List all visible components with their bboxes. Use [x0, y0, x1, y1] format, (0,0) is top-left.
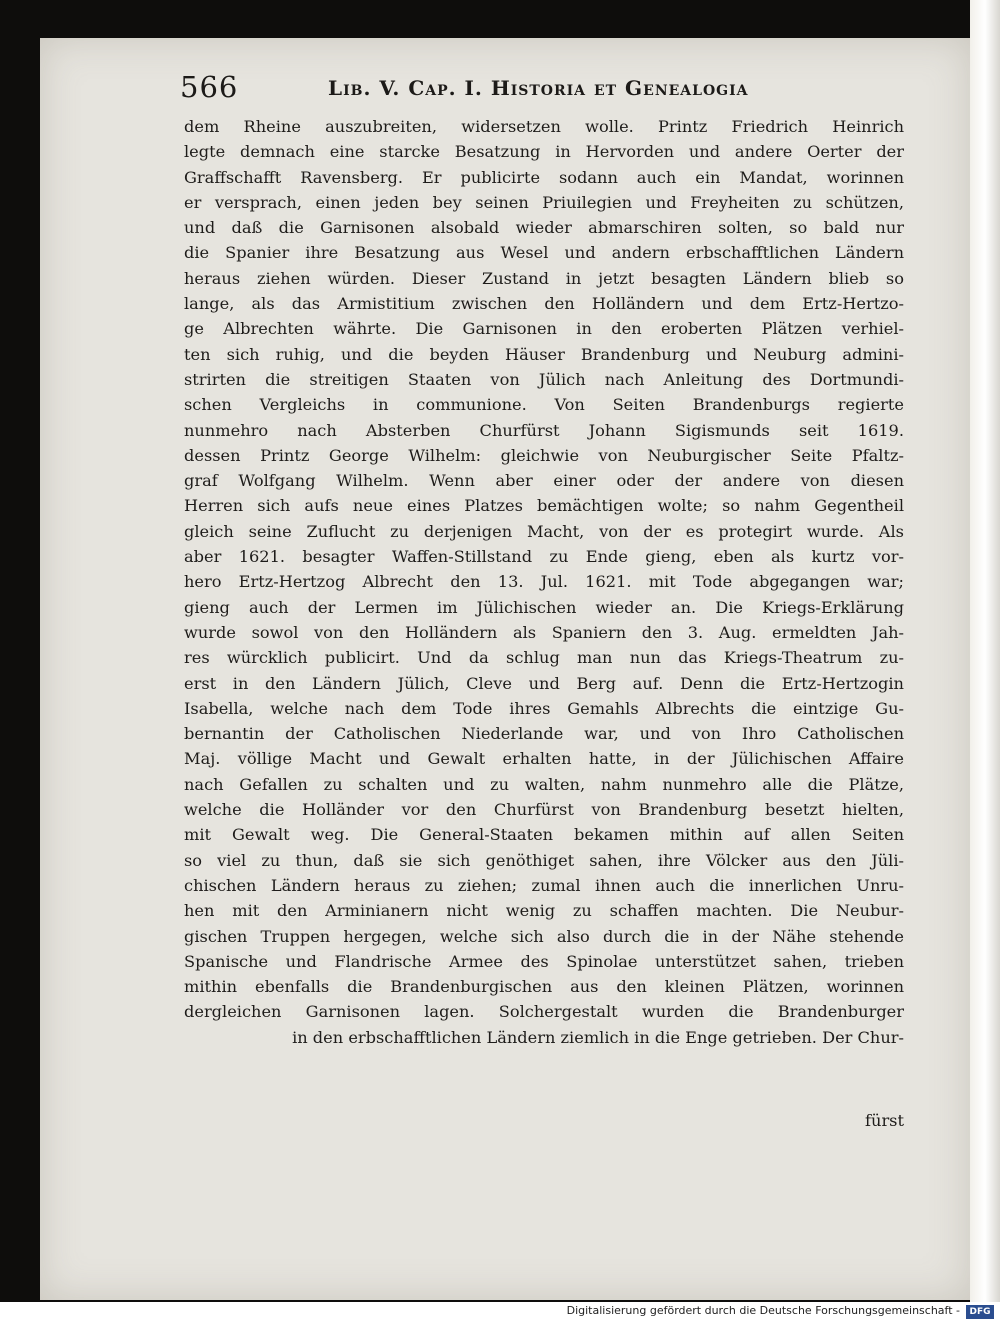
text-line: dem Rheine auszubreiten, widersetzen wolle. Printz Friedrich Heinrich — [184, 117, 904, 136]
text-line: nunmehro nach Absterben Churfürst Johann Sigismunds seit 1619. — [184, 420, 904, 440]
text-line: schen Vergleichs in communione. Von Seiten Brandenburgs regierte — [184, 395, 904, 415]
text-line: Herren sich aufs neue eines Platzes bemächtigen wolte; so nahm Gegentheil — [184, 496, 904, 516]
text-line: und daß die Garnisonen alsobald wieder abmarschiren solten, so bald nur — [184, 218, 904, 238]
text-line: graf Wolfgang Wilhelm. Wenn aber einer oder der andere von diesen — [184, 471, 904, 491]
text-line: hen mit den Arminianern nicht wenig zu schaffen machten. Die Neubur- — [184, 901, 904, 921]
running-head: Lib. V. Cap. I. Historia et Genealogia — [328, 76, 749, 100]
text-line: bernantin der Catholischen Niederlande war, und von Ihro Catholischen — [184, 724, 904, 744]
footer-bar — [0, 1302, 1000, 1323]
text-line: gleich seine Zuflucht zu derjenigen Macht, von der es protegirt wurde. Als — [184, 521, 904, 541]
text-line: welche die Holländer vor den Churfürst von Brandenburg besetzt hielten, — [184, 800, 904, 820]
text-line: wurde sowol von den Holländern als Spaniern den 3. Aug. ermeldten Jah- — [184, 622, 904, 642]
text-line: Isabella, welche nach dem Tode ihres Gemahls Albrechts die eintzige Gu- — [184, 698, 904, 718]
text-line: ge Albrechten währte. Die Garnisonen in den eroberten Plätzen verhiel- — [184, 319, 904, 339]
dfg-logo: DFG — [966, 1305, 994, 1319]
text-line: gischen Truppen hergegen, welche sich also durch die in der Nähe stehende — [184, 926, 904, 946]
text-line: in den erbschafftlichen Ländern ziemlich in die Enge getrieben. Der Chur- — [292, 1027, 904, 1047]
text-line: strirten die streitigen Staaten von Jülich nach Anleitung des Dortmundi- — [184, 369, 904, 389]
text-line: er versprach, einen jeden bey seinen Priuilegien und Freyheiten zu schützen, — [184, 192, 904, 212]
text-line: mithin ebenfalls die Brandenburgischen aus den kleinen Plätzen, worinnen — [184, 977, 904, 997]
text-line: Graffschafft Ravensberg. Er publicirte sodann auch ein Mandat, worinnen — [184, 167, 904, 187]
body-text — [184, 114, 904, 1050]
text-line: gieng auch der Lermen im Jülichischen wieder an. Die Kriegs-Erklärung — [184, 597, 904, 617]
text-line: hero Ertz-Hertzog Albrecht den 13. Jul. 1621. mit Tode abgegangen war; — [184, 572, 904, 592]
page-number: 566 — [180, 70, 239, 104]
text-line: chischen Ländern heraus zu ziehen; zumal ihnen auch die innerlichen Unru- — [184, 875, 904, 895]
text-line: dessen Printz George Wilhelm: gleichwie von Neuburgischer Seite Pfaltz- — [184, 445, 904, 465]
text-line: lange, als das Armistitium zwischen den Holländern und dem Ertz-Hertzo- — [184, 294, 904, 314]
digitization-note: Digitalisierung gefördert durch die Deutsche Forschungsgemeinschaft - — [566, 1304, 960, 1317]
text-line: Spanische und Flandrische Armee des Spinolae unterstützet sahen, trieben — [184, 951, 904, 971]
text-line: aber 1621. besagter Waffen-Stillstand zu Ende gieng, eben als kurtz vor- — [184, 547, 904, 567]
text-line: mit Gewalt weg. Die General-Staaten bekamen mithin auf allen Seiten — [184, 825, 904, 845]
text-line: ten sich ruhig, und die beyden Häuser Brandenburg und Neuburg admini- — [184, 344, 904, 364]
text-line: die Spanier ihre Besatzung aus Wesel und andern erbschafftlichen Ländern — [184, 243, 904, 263]
text-line: heraus ziehen würden. Dieser Zustand in jetzt besagten Ländern blieb so — [184, 268, 904, 288]
text-line: nach Gefallen zu schalten und zu walten, nahm nunmehro alle die Plätze, — [184, 774, 904, 794]
text-line: legte demnach eine starcke Besatzung in Hervorden und andere Oerter der — [184, 142, 904, 162]
catchword: fürst — [865, 1111, 904, 1130]
text-line: so viel zu thun, daß sie sich genöthiget sahen, ihre Völcker aus den Jüli- — [184, 850, 904, 870]
page-edge — [970, 0, 1000, 1302]
text-line: Maj. völlige Macht und Gewalt erhalten hatte, in der Jülichischen Affaire — [184, 749, 904, 769]
text-line: res würcklich publicirt. Und da schlug man nun das Kriegs-Theatrum zu- — [184, 648, 904, 668]
text-line: erst in den Ländern Jülich, Cleve und Berg auf. Denn die Ertz-Hertzogin — [184, 673, 904, 693]
page-header — [180, 70, 820, 110]
text-line: dergleichen Garnisonen lagen. Solchergestalt wurden die Brandenburger — [184, 1002, 904, 1022]
